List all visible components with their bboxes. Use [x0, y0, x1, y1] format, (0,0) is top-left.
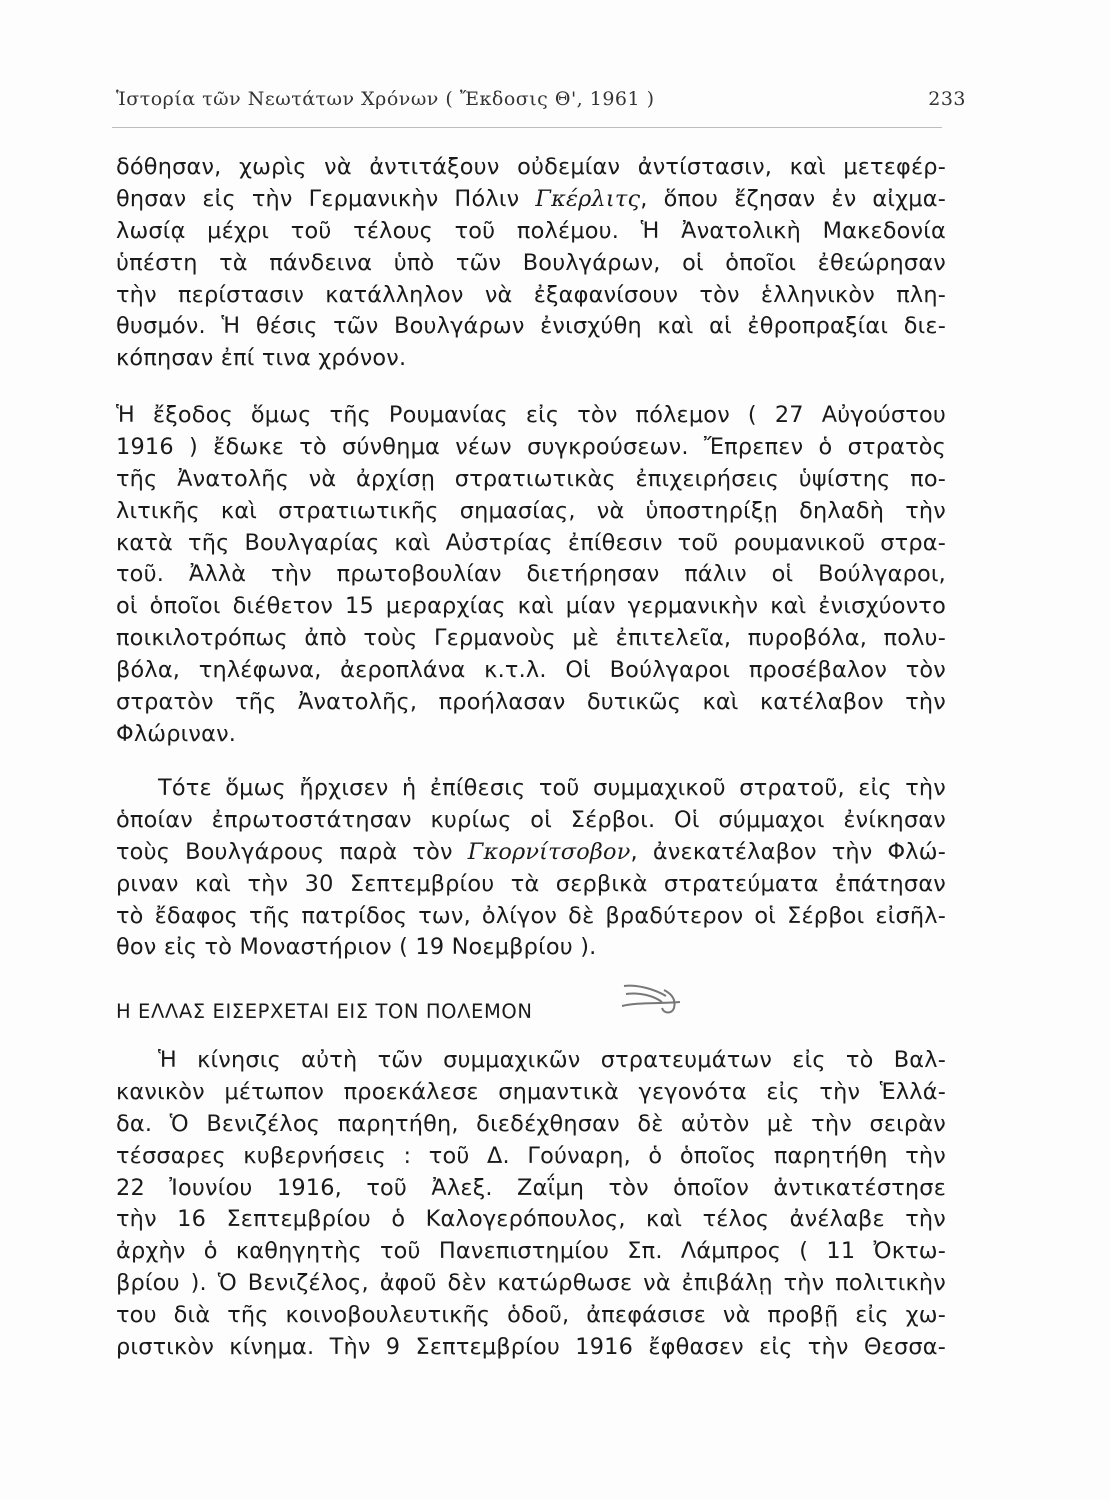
text-line: στρατὸν τῆς Ἀνατολῆς, προήλασαν δυτικῶς καὶ κατέλαβον τὴν: [116, 689, 946, 716]
text-line: δα. Ὁ Βενιζέλος παρητήθη, διεδέχθησαν δὲ αὐτὸν μὲ τὴν σειρὰν: [116, 1110, 946, 1137]
text-line: θησαν εἰς τὴν Γερμανικὴν Πόλιν Γκέρλιτς, ὅπου ἔζησαν ἐν αἰχμα-: [116, 185, 946, 212]
book-title: Ἱστορία τῶν Νεωτάτων Χρόνων ( Ἔκδοσις Θ', 1961 ): [116, 88, 655, 110]
text-line: βόλα, τηλέφωνα, ἀεροπλάνα κ.τ.λ. Οἱ Βούλγαροι προσέβαλον τὸν: [116, 657, 946, 684]
place-name-italic: Γκέρλιτς: [535, 185, 641, 212]
paragraph-4: [116, 1045, 946, 1364]
header-rule: [112, 127, 942, 128]
text-line: θυσμόν. Ἡ θέσις τῶν Βουλγάρων ἐνισχύθη καὶ αἱ ἐθροπραξίαι διε-: [116, 313, 946, 340]
text-line: ριναν καὶ τὴν 30 Σεπτεμβρίου τὰ σερβικὰ στρατεύματα ἐπάτησαν: [116, 870, 946, 897]
text-line: δόθησαν, χωρὶς νὰ ἀντιτάξουν οὐδεμίαν ἀντίστασιν, καὶ μετεφέρ-: [116, 154, 946, 180]
text-line: βρίου ). Ὁ Βενιζέλος, ἀφοῦ δὲν κατώρθωσε νὰ ἐπιβάλῃ τὴν πολιτικὴν: [116, 1270, 946, 1297]
running-head: [116, 88, 966, 118]
text-line: Τότε ὅμως ἤρχισεν ἡ ἐπίθεσις τοῦ συμμαχικοῦ στρατοῦ, εἰς τὴν: [158, 775, 946, 801]
text-line: ὁποίαν ἐπρωτοστάτησαν κυρίως οἱ Σέρβοι. Οἱ σύμμαχοι ἐνίκησαν: [116, 806, 946, 833]
text-line: κατὰ τῆς Βουλγαρίας καὶ Αὐστρίας ἐπίθεσιν τοῦ ρουμανικοῦ στρα-: [116, 529, 946, 556]
text-line: ποικιλοτρόπως ἀπὸ τοὺς Γερμανοὺς μὲ ἐπιτελεῖα, πυροβόλα, πολυ-: [116, 625, 946, 652]
text-line: Ἡ κίνησις αὐτὴ τῶν συμμαχικῶν στρατευμάτων εἰς τὸ Βαλ-: [158, 1047, 946, 1073]
section-heading: Η ΕΛΛΑΣ ΕΙΣΕΡΧΕΤΑΙ ΕΙΣ ΤΟΝ ΠΟΛΕΜΟΝ: [116, 1000, 533, 1023]
text-line: του διὰ τῆς κοινοβουλευτικῆς ὁδοῦ, ἀπεφάσισε νὰ προβῇ εἰς χω-: [116, 1302, 946, 1329]
text-line: 22 Ἰουνίου 1916, τοῦ Ἀλεξ. Ζαΐμη τὸν ὁποῖον ἀντικατέστησε: [116, 1174, 946, 1201]
handwritten-mark: [618, 980, 686, 1020]
paragraph-3: [116, 773, 946, 964]
text-line: κανικὸν μέτωπον προεκάλεσε σημαντικὰ γεγονότα εἰς τὴν Ἑλλά-: [116, 1078, 946, 1105]
text-line: τὸ ἔδαφος τῆς πατρίδος των, ὀλίγον δὲ βραδύτερον οἱ Σέρβοι εἰσῆλ-: [116, 902, 946, 929]
text-line: τοὺς Βουλγάρους παρὰ τὸν Γκορνίτσοβον, ἀνεκατέλαβον τὴν Φλώ-: [116, 838, 946, 865]
paragraph-2: [116, 400, 946, 751]
text-line: τὴν 16 Σεπτεμβρίου ὁ Καλογερόπουλος, καὶ τέλος ἀνέλαβε τὴν: [116, 1206, 946, 1233]
text-line: τῆς Ἀνατολῆς νὰ ἀρχίσῃ στρατιωτικὰς ἐπιχειρήσεις ὑψίστης πο-: [116, 465, 946, 492]
text-line: οἱ ὁποῖοι διέθετον 15 μεραρχίας καὶ μίαν γερμανικὴν καὶ ἐνισχύοντο: [116, 593, 946, 620]
text-line: τέσσαρες κυβερνήσεις : τοῦ Δ. Γούναρη, ὁ ὁποῖος παρητήθη τὴν: [116, 1142, 946, 1169]
page-number: 233: [928, 88, 966, 110]
place-name-italic: Γκορνίτσοβον: [467, 838, 631, 865]
text-line: ἀρχὴν ὁ καθηγητὴς τοῦ Πανεπιστημίου Σπ. Λάμπρος ( 11 Ὀκτω-: [116, 1238, 946, 1265]
text-line: 1916 ) ἔδωκε τὸ σύνθημα νέων συγκρούσεων. Ἔπρεπεν ὁ στρατὸς: [116, 433, 946, 460]
text-line: ὑπέστη τὰ πάνδεινα ὑπὸ τῶν Βουλγάρων, οἱ ὁποῖοι ἐθεώρησαν: [116, 249, 946, 276]
text-line: ριστικὸν κίνημα. Τὴν 9 Σεπτεμβρίου 1916 ἔφθασεν εἰς τὴν Θεσσα-: [116, 1334, 946, 1361]
text-line: θον εἰς τὸ Μοναστήριον ( 19 Νοεμβρίου ).: [116, 934, 597, 961]
paragraph-1: [116, 152, 946, 375]
text-line: Ἡ ἔξοδος ὅμως τῆς Ρουμανίας εἰς τὸν πόλεμον ( 27 Αὐγούστου: [116, 402, 946, 428]
text-line: λιτικῆς καὶ στρατιωτικῆς σημασίας, νὰ ὑποστηρίξῃ δηλαδὴ τὴν: [116, 497, 946, 524]
text-line: Φλώριναν.: [116, 720, 237, 747]
text-line: κόπησαν ἐπί τινα χρόνον.: [116, 345, 407, 372]
text-line: λωσίᾳ μέχρι τοῦ τέλους τοῦ πολέμου. Ἡ Ἀνατολικὴ Μακεδονία: [116, 217, 946, 244]
text-line: τοῦ. Ἀλλὰ τὴν πρωτοβουλίαν διετήρησαν πάλιν οἱ Βούλγαροι,: [116, 561, 946, 588]
text-line: τὴν περίστασιν κατάλληλον νὰ ἐξαφανίσουν τὸν ἑλληνικὸν πλη-: [116, 281, 946, 308]
